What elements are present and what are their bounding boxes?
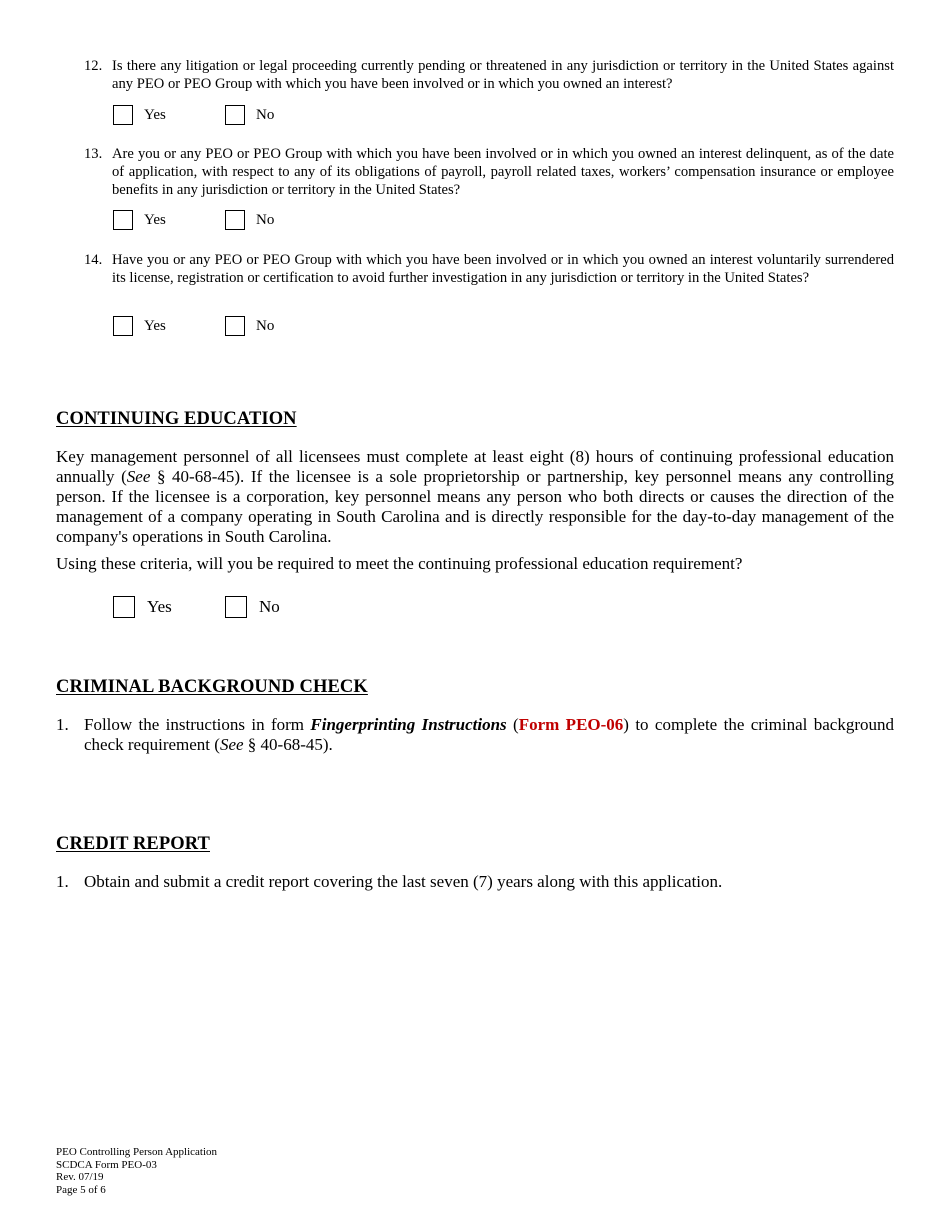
see-reference: See [219,735,244,754]
no-checkbox[interactable] [225,596,247,618]
footer-page-number: Page 5 of 6 [56,1183,106,1196]
yes-label: Yes [144,317,166,334]
credit-report-heading: CREDIT REPORT [56,834,210,854]
question-text: Is there any litigation or legal proceeding currently pending or threatened in any jurisdiction or territory in the United States against any PEO or PEO Group with which you have been involved or in which you owned an interest? [112,58,894,92]
no-checkbox[interactable] [225,316,245,336]
no-checkbox[interactable] [225,105,245,125]
item-number: 1. [56,872,69,891]
no-label: No [256,106,275,123]
yes-checkbox[interactable] [113,316,133,336]
question-13-yes-option[interactable] [113,208,166,232]
yes-label: Yes [144,211,166,228]
yes-checkbox[interactable] [113,105,133,125]
yes-label: Yes [147,597,172,616]
item-text [84,715,894,755]
form-peo-06-link[interactable]: Form PEO-06 [518,715,624,734]
question-12-yes-option[interactable] [113,103,166,127]
paragraph-text-part1: Key management personnel of all licensees must complete at least eight (8) hours of continuing professional education annually ( [56,447,894,486]
footer-form-title: PEO Controlling Person Application [56,1146,218,1158]
continuing-education-question: Using these criteria, will you be required to meet the continuing professional education requirement? [56,554,743,573]
question-number: 14. [84,252,103,268]
item-text-part3: § 40-68-45). [243,735,333,754]
question-12 [84,57,894,93]
no-label: No [256,317,275,334]
paren-open: ( [506,715,519,734]
no-label: No [256,211,275,228]
page-footer [56,1146,217,1196]
item-text-part1: Follow the instructions in form [84,715,311,734]
continuing-education-yes-option[interactable] [113,595,172,619]
continuing-education-paragraph [56,447,894,547]
question-12-no-option[interactable] [225,103,274,127]
item-number: 1. [56,715,69,734]
no-label: No [259,597,280,616]
item-text: Obtain and submit a credit report covering the last seven (7) years along with this application. [84,872,723,891]
no-checkbox[interactable] [225,210,245,230]
question-number: 12. [84,58,103,74]
question-13 [84,145,894,199]
credit-report-item [56,872,894,892]
question-14 [84,251,894,287]
continuing-education-heading: CONTINUING EDUCATION [56,409,297,429]
item-text-part2: ) to complete the criminal background check requirement ( [84,715,894,754]
question-text: Are you or any PEO or PEO Group with which you have been involved or in which you owned an interest delinquent, as of the date of application, with respect to any of its obligations of payroll, payroll related taxes, workers’ compensation insurance or employee benefits in any jurisdiction or territory in the United States? [112,146,894,198]
paragraph-text-part2: § 40-68-45). If the licensee is a sole proprietorship or partnership, key personnel means any controlling person. If the licensee is a corporation, key personnel means any person who both directs or causes the direction of the management of a company operating in South Carolina and is directly responsible for the day-to-day management of the company's operations in South Carolina. [56,467,895,546]
footer-form-number: SCDCA Form PEO-03 [56,1158,157,1171]
fingerprinting-instructions-title: Fingerprinting Instructions [310,715,507,734]
yes-checkbox[interactable] [113,210,133,230]
criminal-background-heading: CRIMINAL BACKGROUND CHECK [56,677,368,697]
question-13-no-option[interactable] [225,208,274,232]
question-text: Have you or any PEO or PEO Group with which you have been involved or in which you owned an interest voluntarily surrendered its license, registration or certification to avoid further investigation in any jurisdiction or territory in the United States? [112,252,894,286]
question-14-yes-option[interactable] [113,314,166,338]
footer-revision: Rev. 07/19 [56,1171,104,1183]
criminal-background-item [56,715,894,755]
see-reference: See [126,467,151,486]
question-number: 13. [84,146,103,162]
continuing-education-no-option[interactable] [225,595,280,619]
yes-label: Yes [144,106,166,123]
yes-checkbox[interactable] [113,596,135,618]
question-14-no-option[interactable] [225,314,274,338]
